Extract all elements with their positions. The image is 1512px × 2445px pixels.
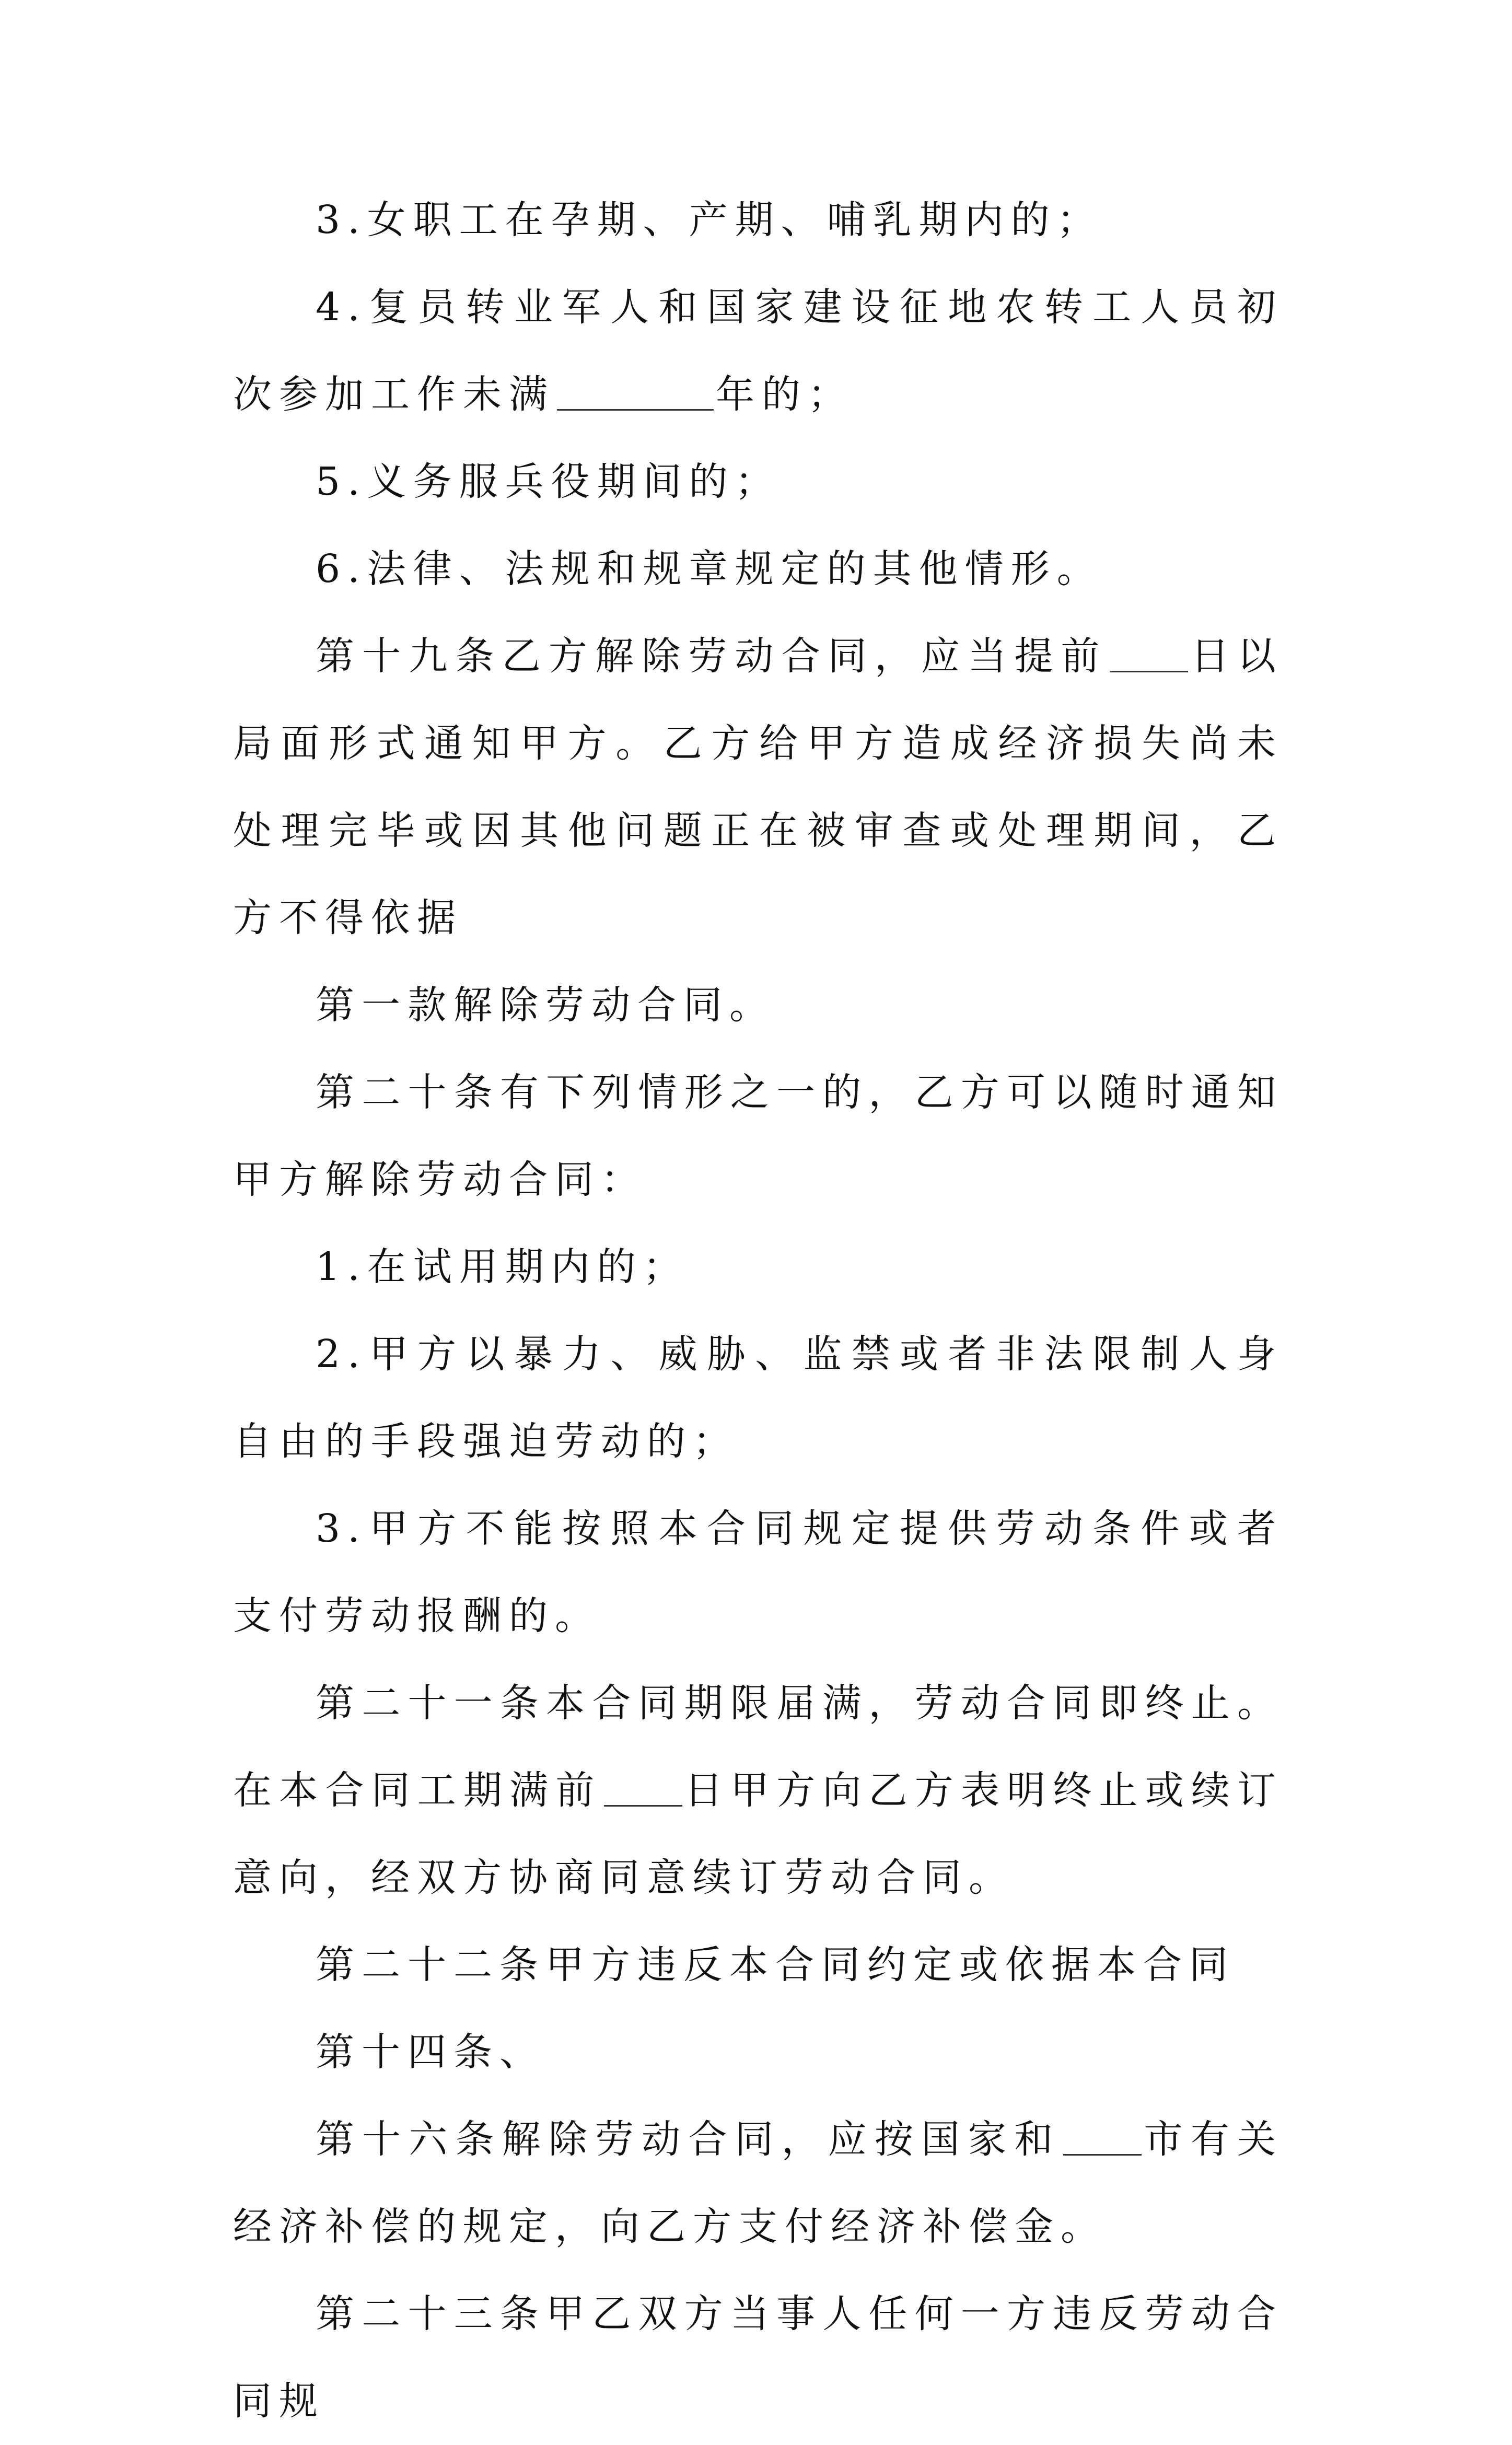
paragraph-text-before-blank: 第二十一条本合同期限届满，劳动合同即终止。在本合同工期满前 [233,1681,1283,1813]
paragraph-item-5-military-service: 5.义务服兵役期间的； [316,459,781,504]
paragraph-article-20-item-1: 1.在试用期内的； [316,1244,689,1289]
paragraph-item-3-pregnancy: 3.女职工在孕期、产期、哺乳期内的； [316,197,1103,242]
paragraph-text-after-blank: 年的； [716,372,854,417]
paragraph-text-before-blank: 4.复员转业军人和国家建设征地农转工人员初次参加工作未满 [233,285,1283,417]
paragraph-item-6-other-cases: 6.法律、法规和规章规定的其他情形。 [316,546,1103,591]
paragraph-article-14-ref: 第十四条、 [316,2030,545,2075]
paragraph-article-19 [233,613,1283,962]
paragraph-text-before-blank: 第十九条乙方解除劳动合同，应当提前 [316,634,1108,679]
paragraph-article-22: 第二十二条甲方违反本合同约定或依据本合同 [316,1942,1235,1987]
paragraph-article-20-item-3: 3.甲方不能按照本合同规定提供劳动条件或者支付劳动报酬的。 [233,1506,1283,1638]
fill-in-blank [1063,2112,1142,2156]
fill-in-blank [557,367,714,411]
paragraph-article-21 [233,1660,1283,1922]
paragraph-item-4-veterans [233,264,1283,438]
paragraph-text-after-blank: 日以局面形式通知甲方。乙方给甲方造成经济损失尚未处理完毕或因其他问题正在被审查或处理期间，乙方不得依据 [233,634,1284,940]
paragraph-article-16 [233,2096,1283,2271]
paragraph-text-after-blank: 日甲方向乙方表明终止或续订意向，经双方协商同意续订劳动合同。 [233,1768,1284,1900]
paragraph-text-after-blank: 市有关经济补偿的规定，向乙方支付经济补偿金。 [233,2117,1284,2249]
paragraph-text-before-blank: 第十六条解除劳动合同，应按国家和 [316,2117,1061,2162]
fill-in-blank [604,1763,682,1807]
paragraph-first-clause: 第一款解除劳动合同。 [316,983,775,1028]
document-body [233,177,1283,2445]
paragraph-article-20: 第二十条有下列情形之一的，乙方可以随时通知甲方解除劳动合同： [233,1070,1283,1202]
paragraph-article-20-item-2: 2.甲方以暴力、威胁、监禁或者非法限制人身自由的手段强迫劳动的； [233,1332,1283,1464]
paragraph-article-23: 第二十三条甲乙双方当事人任何一方违反劳动合同规 [233,2291,1283,2424]
fill-in-blank [1110,629,1188,672]
